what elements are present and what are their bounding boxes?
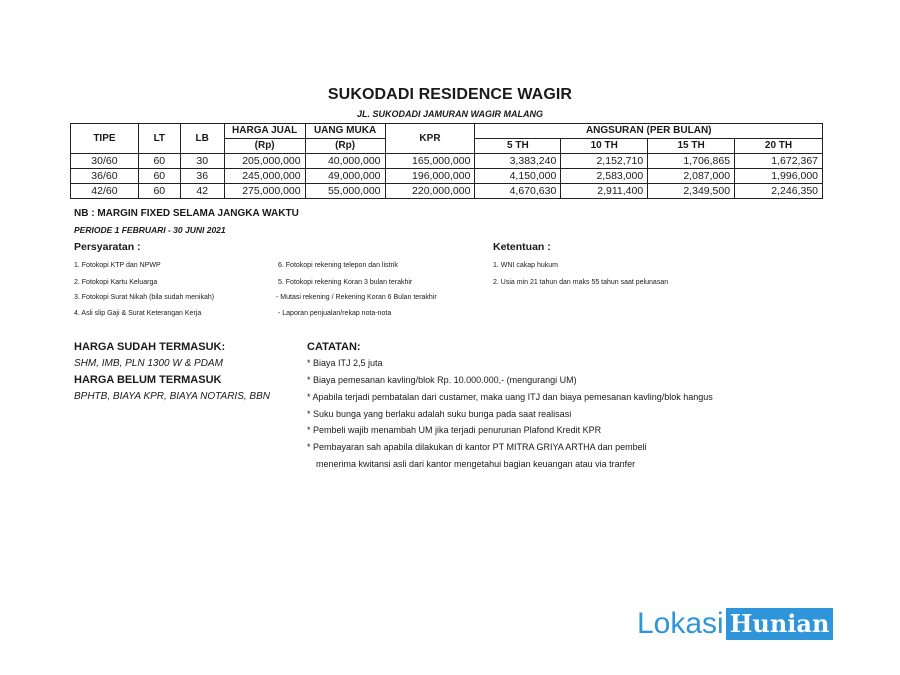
cell-tipe: 36/60 bbox=[71, 169, 139, 184]
header-lb: LB bbox=[180, 124, 224, 154]
cell-15th: 2,349,500 bbox=[648, 184, 735, 199]
requirement-item: - Laporan penjualan/rekap nota-nota bbox=[278, 310, 392, 317]
requirement-item: 5. Fotokopi rekening Koran 3 bulan terakhir bbox=[278, 279, 413, 286]
cell-10th: 2,152,710 bbox=[561, 154, 648, 169]
cell-harga: 205,000,000 bbox=[224, 154, 305, 169]
price-excludes-value: BPHTB, BIAYA KPR, BIAYA NOTARIS, BBN bbox=[74, 391, 270, 402]
cell-harga: 245,000,000 bbox=[224, 169, 305, 184]
cell-5th: 4,670,630 bbox=[475, 184, 561, 199]
table-row bbox=[71, 184, 823, 199]
watermark-logo bbox=[637, 606, 833, 642]
cell-15th: 2,087,000 bbox=[648, 169, 735, 184]
requirement-item: 3. Fotokopi Surat Nikah (bila sudah menikah) bbox=[74, 294, 215, 301]
cell-lt: 60 bbox=[138, 184, 180, 199]
header-10th: 10 TH bbox=[561, 139, 648, 154]
watermark-text-hunian: Hunian bbox=[726, 608, 834, 640]
notes-title: CATATAN: bbox=[307, 341, 361, 353]
cell-10th: 2,911,400 bbox=[561, 184, 648, 199]
price-includes-value: SHM, IMB, PLN 1300 W & PDAM bbox=[74, 358, 223, 369]
note-item: * Apabila terjadi pembatalan dari custamer, maka uang ITJ dan biaya pemesanan kavling/blok hangus bbox=[307, 392, 713, 402]
requirement-item: 1. Fotokopi KTP dan NPWP bbox=[74, 262, 161, 269]
note-item: * Suku bunga yang berlaku adalah suku bunga pada saat realisasi bbox=[307, 409, 572, 419]
cell-uang-muka: 40,000,000 bbox=[305, 154, 385, 169]
note-item: * Biaya ITJ 2,5 juta bbox=[307, 358, 383, 368]
cell-kpr: 165,000,000 bbox=[385, 154, 475, 169]
cell-uang-muka: 55,000,000 bbox=[305, 184, 385, 199]
header-5th: 5 TH bbox=[475, 139, 561, 154]
cell-5th: 3,383,240 bbox=[475, 154, 561, 169]
price-excludes-title: HARGA BELUM TERMASUK bbox=[74, 374, 222, 386]
header-15th: 15 TH bbox=[648, 139, 735, 154]
period-note: PERIODE 1 FEBRUARI - 30 JUNI 2021 bbox=[74, 225, 226, 235]
table-row bbox=[71, 169, 823, 184]
cell-lb: 42 bbox=[180, 184, 224, 199]
cell-lb: 36 bbox=[180, 169, 224, 184]
page-title: SUKODADI RESIDENCE WAGIR bbox=[327, 86, 573, 103]
header-uang-muka: UANG MUKA bbox=[305, 124, 385, 139]
note-item: * Biaya pemesanan kavling/blok Rp. 10.000.000,- (mengurangi UM) bbox=[307, 375, 577, 385]
cell-kpr: 196,000,000 bbox=[385, 169, 475, 184]
table-row bbox=[71, 154, 823, 169]
header-20th: 20 TH bbox=[735, 139, 823, 154]
cell-harga: 275,000,000 bbox=[224, 184, 305, 199]
address-subtitle: JL. SUKODADI JAMURAN WAGIR MALANG bbox=[357, 109, 543, 119]
cell-5th: 4,150,000 bbox=[475, 169, 561, 184]
header-tipe: TIPE bbox=[71, 124, 139, 154]
provision-item: 1. WNI cakap hukum bbox=[493, 262, 558, 269]
requirement-item: - Mutasi rekening / Rekening Koran 6 Bulan terakhir bbox=[276, 294, 437, 301]
requirement-item: 2. Fotokopi Kartu Keluarga bbox=[74, 279, 158, 286]
header-lt: LT bbox=[138, 124, 180, 154]
cell-20th: 1,672,367 bbox=[735, 154, 823, 169]
cell-lt: 60 bbox=[138, 154, 180, 169]
cell-20th: 2,246,350 bbox=[735, 184, 823, 199]
requirement-item: 6. Fotokopi rekening telepon dan listrik bbox=[278, 262, 398, 269]
header-harga-jual: HARGA JUAL bbox=[224, 124, 305, 139]
header-angsuran: ANGSURAN (PER BULAN) bbox=[475, 124, 823, 139]
table-header-row bbox=[71, 124, 823, 139]
note-item: * Pembayaran sah apabila dilakukan di kantor PT MITRA GRIYA ARTHA dan pembeli bbox=[307, 442, 647, 452]
price-table bbox=[70, 123, 823, 199]
watermark-text-lokasi: Lokasi bbox=[637, 607, 724, 640]
note-item-continuation: menerima kwitansi asli dari kantor mengetahui bagian keuangan atau via tranfer bbox=[316, 459, 636, 469]
note-item: * Pembeli wajib menambah UM jika terjadi penurunan Plafond Kredit KPR bbox=[307, 425, 602, 435]
cell-20th: 1,996,000 bbox=[735, 169, 823, 184]
requirements-title: Persyaratan : bbox=[74, 241, 141, 253]
cell-10th: 2,583,000 bbox=[561, 169, 648, 184]
cell-tipe: 42/60 bbox=[71, 184, 139, 199]
cell-kpr: 220,000,000 bbox=[385, 184, 475, 199]
cell-lt: 60 bbox=[138, 169, 180, 184]
provision-item: 2. Usia min 21 tahun dan maks 55 tahun saat pelunasan bbox=[493, 279, 669, 286]
header-uang-muka-unit: (Rp) bbox=[305, 139, 385, 154]
header-kpr: KPR bbox=[385, 124, 475, 154]
cell-lb: 30 bbox=[180, 154, 224, 169]
nb-note: NB : MARGIN FIXED SELAMA JANGKA WAKTU bbox=[74, 208, 299, 219]
cell-uang-muka: 49,000,000 bbox=[305, 169, 385, 184]
price-includes-title: HARGA SUDAH TERMASUK: bbox=[74, 341, 226, 353]
cell-tipe: 30/60 bbox=[71, 154, 139, 169]
requirement-item: 4. Asli slip Gaji & Surat Keterangan Kerja bbox=[74, 310, 202, 317]
cell-15th: 1,706,865 bbox=[648, 154, 735, 169]
header-harga-jual-unit: (Rp) bbox=[224, 139, 305, 154]
provisions-title: Ketentuan : bbox=[493, 241, 551, 253]
